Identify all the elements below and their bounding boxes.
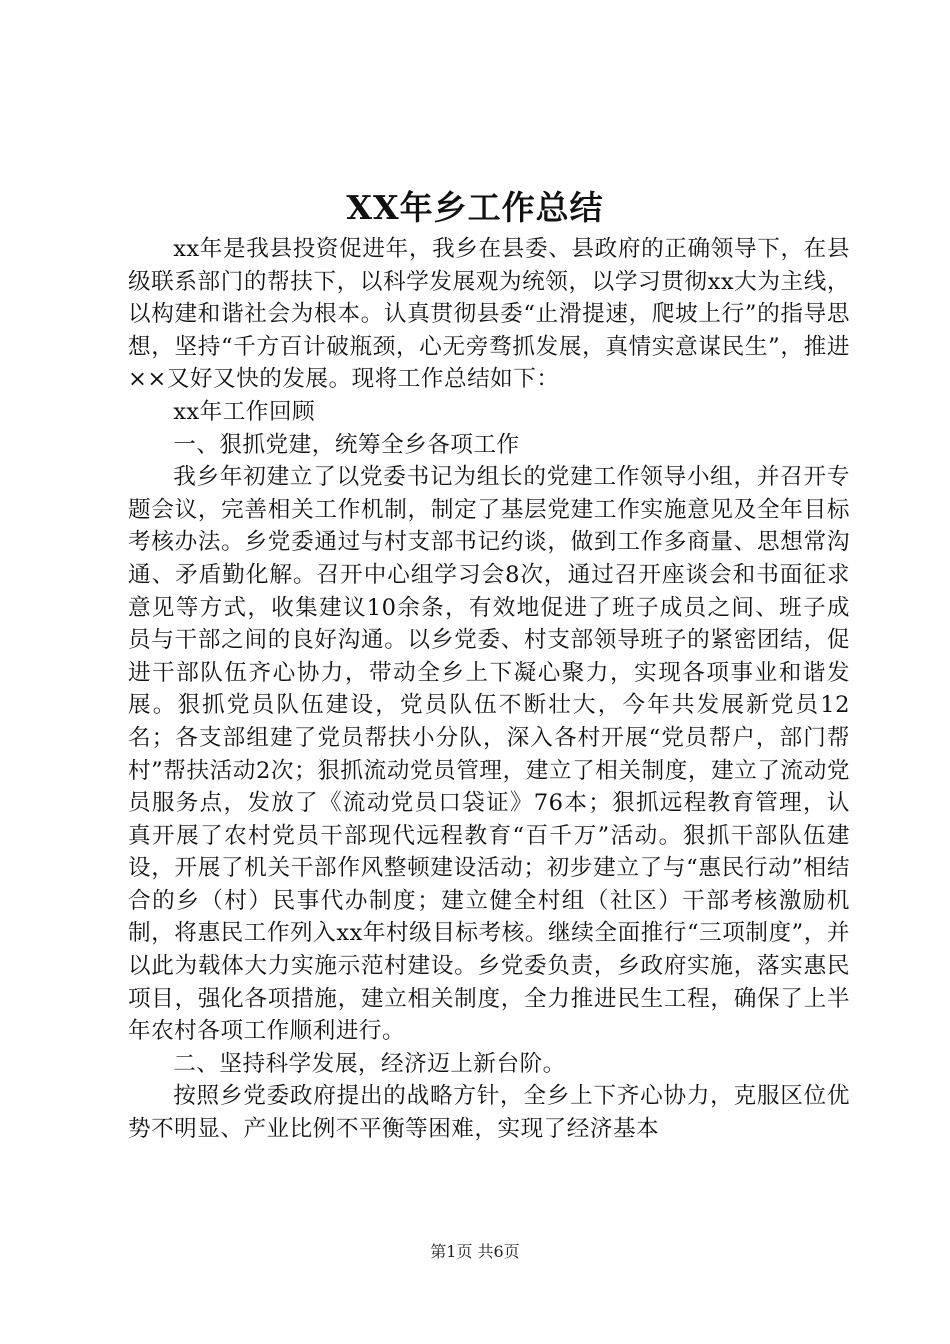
document-title: XX年乡工作总结	[346, 188, 604, 227]
section-heading-2: 二、坚持科学发展，经济迈上新台阶。	[173, 1050, 566, 1077]
paragraph-review-heading: xx年工作回顾	[173, 398, 316, 425]
paragraph-intro: xx年是我县投资促进年，我乡在县委、县政府的正确领导下，在县级联系部门的帮扶下，以科学发展观为统领，以学习贯彻xx大为主线，以构建和谐社会为根本。认真贯彻县委“止滑提速，爬坡上行”的指导思想，坚持“千方百计破瓶颈，心无旁骛抓发展，真情实意谋民生”，推进××又好又快的发展。现将工作总结如下：	[128, 236, 850, 393]
document-body	[128, 233, 850, 1146]
paragraph-economy: 按照乡党委政府提出的战略方针，全乡上下齐心协力，克服区位优势不明显、产业比例不平衡等困难，实现了经济基本	[128, 1083, 850, 1143]
paragraph-party-building: 我乡年初建立了以党委书记为组长的党建工作领导小组，并召开专题会议，完善相关工作机制，制定了基层党建工作实施意见及全年目标考核办法。乡党委通过与村支部书记约谈，做到工作多商量、思想常沟通、矛盾勤化解。召开中心组学习会8次，通过召开座谈会和书面征求意见等方式，收集建议10余条，有效地促进了班子成员之间、班子成员与干部之间的良好沟通。以乡党委、村支部领导班子的紧密团结，促进干部队伍齐心协力，带动全乡上下凝心聚力，实现各项事业和谐发展。狠抓党员队伍建设，党员队伍不断壮大，今年共发展新党员12名；各支部组建了党员帮扶小分队，深入各村开展“党员帮户，部门帮村”帮扶活动2次；狠抓流动党员管理，建立了相关制度，建立了流动党员服务点，发放了《流动党员口袋证》76本；狠抓远程教育管理，认真开展了农村党员干部现代远程教育“百千万”活动。狠抓干部队伍建设，开展了机关干部作风整顿建设活动；初步建立了与“惠民行动”相结合的乡（村）民事代办制度；建立健全村组（社区）干部考核激励机制，将惠民工作列入xx年村级目标考核。继续全面推行“三项制度”，并以此为载体大力实施示范村建设。乡党委负责，乡政府实施，落实惠民项目，强化各项措施，建立相关制度，全力推进民生工程，确保了上半年农村各项工作顺利进行。	[128, 464, 850, 1045]
section-heading-1: 一、狠抓党建，统筹全乡各项工作	[173, 431, 520, 458]
page-number-footer: 第1页 共6页	[430, 1242, 520, 1261]
